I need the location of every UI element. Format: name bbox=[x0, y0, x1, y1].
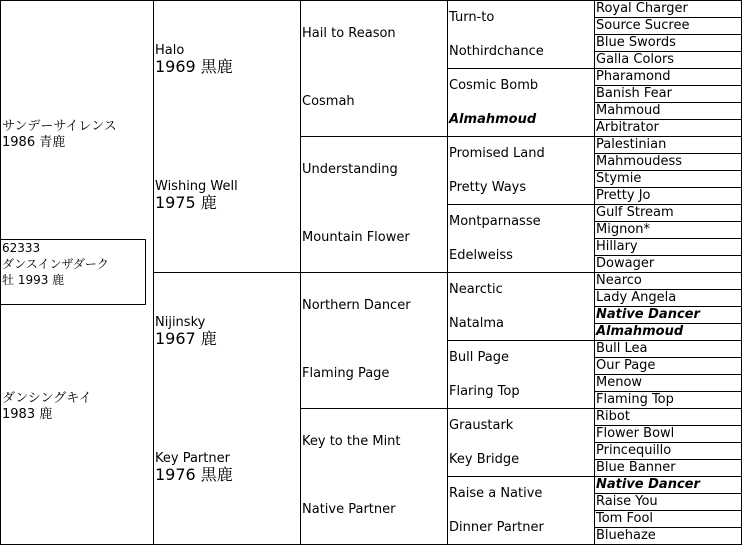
horse-name: Lady Angela bbox=[596, 290, 677, 305]
gen5-cell bbox=[596, 17, 740, 34]
gen5-cell bbox=[596, 459, 740, 476]
subject-info: 牡 1993 鹿 bbox=[2, 273, 65, 287]
horse-name: Cosmic Bomb bbox=[449, 78, 539, 93]
gen5-cell bbox=[596, 102, 740, 119]
horse-name: Cosmah bbox=[302, 94, 355, 109]
horse-name: Princequillo bbox=[596, 443, 672, 458]
horse-name: Native Dancer bbox=[596, 307, 700, 322]
gen4-cell bbox=[449, 77, 592, 93]
horse-info: 1969 黒鹿 bbox=[155, 57, 233, 76]
grandparent-cell bbox=[155, 315, 295, 349]
horse-name: Menow bbox=[596, 375, 643, 390]
horse-name: Raise a Native bbox=[449, 486, 543, 501]
gen5-cell bbox=[596, 238, 740, 255]
gen4-cell bbox=[449, 315, 592, 331]
horse-name: Mignon* bbox=[596, 222, 651, 237]
horse-name: Royal Charger bbox=[596, 1, 688, 16]
gen5-cell bbox=[596, 221, 740, 238]
gen4-cell bbox=[449, 451, 592, 467]
horse-name: Northern Dancer bbox=[302, 298, 411, 313]
horse-name: Blue Swords bbox=[596, 35, 676, 50]
gen5-cell bbox=[596, 527, 740, 544]
horse-name: Nearctic bbox=[449, 282, 503, 297]
grandparent-cell bbox=[155, 179, 295, 213]
horse-name: Native Partner bbox=[302, 502, 396, 517]
gen4-cell bbox=[449, 145, 592, 161]
horse-name: Galla Colors bbox=[596, 52, 675, 67]
horse-name: Hillary bbox=[596, 239, 638, 254]
horse-name: Dowager bbox=[596, 256, 655, 271]
gen5-cell bbox=[596, 34, 740, 51]
gen3-cell bbox=[302, 434, 445, 450]
gen4-cell bbox=[449, 281, 592, 297]
parent-cell bbox=[2, 391, 150, 425]
horse-name: Tom Fool bbox=[596, 511, 654, 526]
gen5-cell bbox=[596, 119, 740, 136]
horse-name: Understanding bbox=[302, 162, 398, 177]
gen5-cell bbox=[596, 85, 740, 102]
horse-name: Raise You bbox=[596, 494, 658, 509]
horse-name: Our Page bbox=[596, 358, 656, 373]
horse-name: Key Partner bbox=[155, 451, 230, 466]
horse-name: Arbitrator bbox=[596, 120, 659, 135]
horse-info: 1976 黒鹿 bbox=[155, 465, 233, 484]
horse-name: Turn-to bbox=[449, 10, 495, 25]
horse-name: Key to the Mint bbox=[302, 434, 401, 449]
gen3-cell bbox=[302, 298, 445, 314]
subject-name: ダンスインザダーク bbox=[2, 257, 109, 271]
horse-name: Pretty Ways bbox=[449, 180, 527, 195]
gen5-cell bbox=[596, 340, 740, 357]
horse-name: Edelweiss bbox=[449, 248, 513, 263]
horse-name: Almahmoud bbox=[449, 112, 537, 127]
parent-cell bbox=[2, 119, 150, 153]
horse-name: Pharamond bbox=[596, 69, 671, 84]
gen5-cell bbox=[596, 391, 740, 408]
horse-name: Key Bridge bbox=[449, 452, 520, 467]
gen4-cell bbox=[449, 43, 592, 59]
subject-id: 62333 bbox=[2, 241, 41, 255]
horse-name: Bluehaze bbox=[596, 528, 656, 543]
horse-name: Halo bbox=[155, 43, 185, 58]
horse-name: Dinner Partner bbox=[449, 520, 544, 535]
horse-name: Almahmoud bbox=[596, 324, 684, 339]
gen4-cell bbox=[449, 179, 592, 195]
horse-name: Flower Bowl bbox=[596, 426, 675, 441]
horse-name: Hail to Reason bbox=[302, 26, 396, 41]
horse-name: Bull Lea bbox=[596, 341, 648, 356]
gen3-cell bbox=[302, 366, 445, 382]
gen5-cell bbox=[596, 374, 740, 391]
horse-name: Ribot bbox=[596, 409, 630, 424]
gen5-cell bbox=[596, 408, 740, 425]
gen4-cell bbox=[449, 213, 592, 229]
grandparent-cell bbox=[155, 43, 295, 77]
gen4-cell bbox=[449, 485, 592, 501]
horse-name: Mahmoud bbox=[596, 103, 661, 118]
gen5-cell bbox=[596, 255, 740, 272]
horse-name: Mountain Flower bbox=[302, 230, 410, 245]
gen4-cell bbox=[449, 349, 592, 365]
gen3-cell bbox=[302, 162, 445, 178]
gen5-cell bbox=[596, 493, 740, 510]
gen4-cell bbox=[449, 111, 592, 127]
gen5-cell bbox=[596, 153, 740, 170]
horse-name: サンデーサイレンス bbox=[2, 119, 117, 134]
horse-name: Wishing Well bbox=[155, 179, 238, 194]
grandparent-cell bbox=[155, 451, 295, 485]
gen5-cell bbox=[596, 476, 740, 493]
gen5-cell bbox=[596, 204, 740, 221]
horse-name: Nothirdchance bbox=[449, 44, 544, 59]
gen3-cell bbox=[302, 26, 445, 42]
gen3-cell bbox=[302, 502, 445, 518]
horse-name: Natalma bbox=[449, 316, 504, 331]
horse-name: Bull Page bbox=[449, 350, 509, 365]
gen4-cell bbox=[449, 383, 592, 399]
gen4-cell bbox=[449, 417, 592, 433]
gen5-cell bbox=[596, 510, 740, 527]
horse-name: Graustark bbox=[449, 418, 514, 433]
horse-info: 1967 鹿 bbox=[155, 329, 217, 348]
gen5-cell bbox=[596, 323, 740, 340]
horse-name: Nearco bbox=[596, 273, 642, 288]
horse-name: Flaming Page bbox=[302, 366, 390, 381]
gen5-cell bbox=[596, 51, 740, 68]
horse-name: Promised Land bbox=[449, 146, 545, 161]
horse-name: Pretty Jo bbox=[596, 188, 651, 203]
gen5-cell bbox=[596, 306, 740, 323]
gen5-cell bbox=[596, 170, 740, 187]
horse-name: Mahmoudess bbox=[596, 154, 683, 169]
horse-name: Native Dancer bbox=[596, 477, 700, 492]
horse-info: 1975 鹿 bbox=[155, 193, 217, 212]
horse-name: Palestinian bbox=[596, 137, 667, 152]
gen5-cell bbox=[596, 272, 740, 289]
gen4-cell bbox=[449, 519, 592, 535]
horse-name: Source Sucree bbox=[596, 18, 690, 33]
horse-name: Stymie bbox=[596, 171, 642, 186]
gen5-cell bbox=[596, 68, 740, 85]
gen5-cell bbox=[596, 136, 740, 153]
horse-info: 1986 青鹿 bbox=[2, 135, 66, 150]
gen5-cell bbox=[596, 0, 740, 17]
horse-name: Flaming Top bbox=[596, 392, 674, 407]
horse-name: Flaring Top bbox=[449, 384, 520, 399]
gen5-cell bbox=[596, 425, 740, 442]
gen5-cell bbox=[596, 289, 740, 306]
gen4-cell bbox=[449, 247, 592, 263]
gen5-cell bbox=[596, 187, 740, 204]
gen5-cell bbox=[596, 357, 740, 374]
horse-name: Banish Fear bbox=[596, 86, 672, 101]
horse-name: Gulf Stream bbox=[596, 205, 674, 220]
horse-name: ダンシングキイ bbox=[2, 391, 92, 406]
gen5-cell bbox=[596, 442, 740, 459]
horse-name: Nijinsky bbox=[155, 315, 206, 330]
horse-name: Montparnasse bbox=[449, 214, 541, 229]
gen3-cell bbox=[302, 94, 445, 110]
gen4-cell bbox=[449, 9, 592, 25]
gen3-cell bbox=[302, 230, 445, 246]
subject-box bbox=[0, 239, 146, 305]
horse-name: Blue Banner bbox=[596, 460, 676, 475]
horse-info: 1983 鹿 bbox=[2, 407, 53, 422]
